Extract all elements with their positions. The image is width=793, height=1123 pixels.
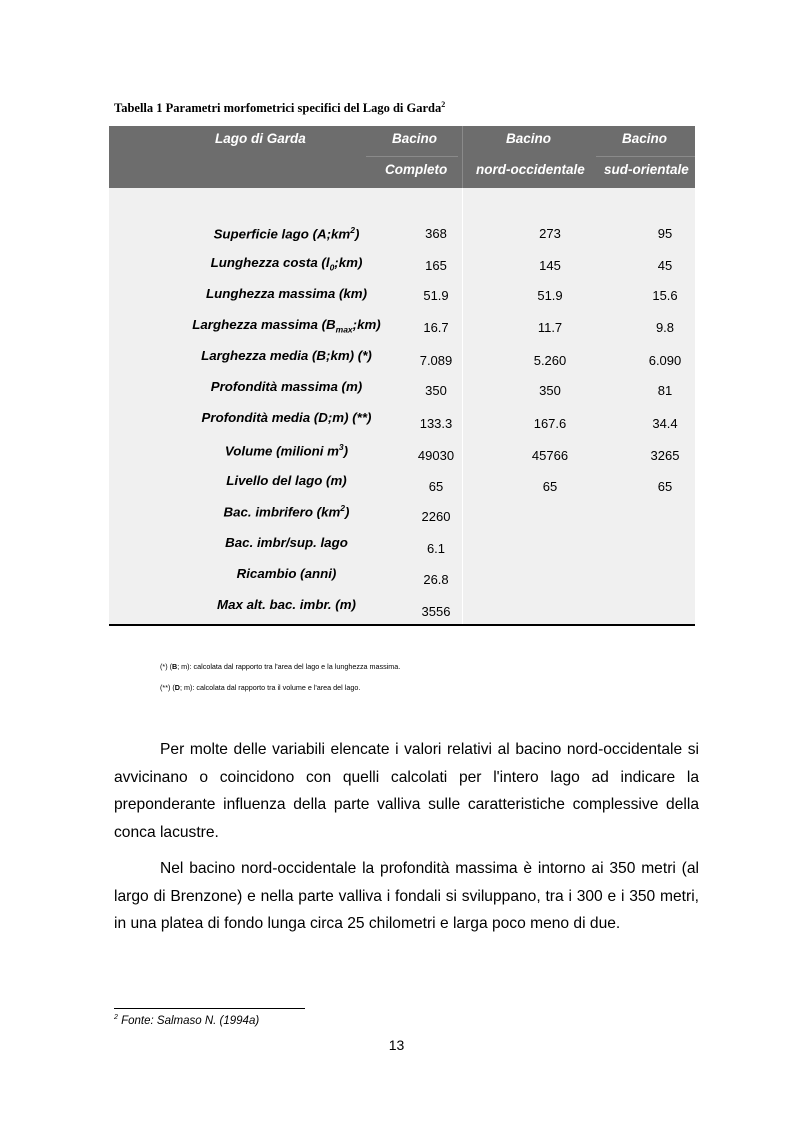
- cell-completo: 51.9: [423, 288, 449, 303]
- note2-prefix: (**) (: [160, 683, 175, 692]
- cell-sud-orientale: 9.8: [655, 320, 675, 335]
- table-row: [109, 410, 695, 430]
- cell-nord-occidentale: 145: [539, 258, 561, 273]
- header-nord-line2: nord-occidentale: [476, 162, 585, 177]
- footnote-text: Fonte: Salmaso N. (1994a): [117, 1014, 260, 1027]
- header-sud-line1: Bacino: [622, 131, 668, 146]
- row-label-suffix: ): [345, 504, 350, 520]
- header-rule-1: [366, 156, 458, 157]
- cell-sud-orientale: 34.4: [652, 416, 678, 431]
- row-label-suffix: ;km): [352, 317, 381, 332]
- cell-completo: 49030: [417, 448, 455, 463]
- row-label-text: Lunghezza massima (km): [205, 286, 368, 301]
- footnote-rule: [114, 1008, 305, 1009]
- note1-rest: ; m): calcolata dal rapporto tra l'area del lago e la lunghezza massima.: [177, 662, 401, 671]
- row-label-text: Profondità media (D;m) (**): [201, 410, 372, 425]
- footnote: [114, 1014, 259, 1027]
- cell-nord-occidentale: 51.9: [537, 288, 563, 303]
- cell-sud-orientale: 95: [657, 226, 673, 241]
- table-row: [109, 379, 695, 399]
- table-row: [109, 225, 695, 245]
- row-label-subscript: 0: [329, 262, 335, 273]
- cell-nord-occidentale: 45766: [531, 448, 569, 463]
- header-completo-line1: Bacino: [392, 131, 438, 146]
- table-bottom-rule: [109, 624, 695, 626]
- cell-sud-orientale: 6.090: [648, 353, 682, 368]
- row-label-text: Lunghezza costa (l: [210, 255, 330, 270]
- cell-completo: 16.7: [423, 320, 449, 335]
- table-row: [109, 473, 695, 493]
- cell-sud-orientale: 81: [657, 383, 673, 398]
- cell-completo: 165: [425, 258, 447, 273]
- header-divider: [462, 126, 463, 188]
- table-note-1: [160, 662, 400, 671]
- header-nord-line1: Bacino: [506, 131, 552, 146]
- table-row: [109, 442, 695, 462]
- cell-nord-occidentale: 11.7: [537, 320, 563, 335]
- row-label-text: Volume (milioni m: [224, 443, 339, 459]
- cell-completo: 6.1: [426, 541, 446, 556]
- row-label-text: Larghezza media (B;km) (*): [201, 348, 372, 363]
- header-sud-line2: sud-orientale: [604, 162, 689, 177]
- header-completo-line2: Completo: [385, 162, 448, 177]
- row-label-suffix: ): [343, 443, 349, 459]
- header-rule-3: [596, 156, 695, 157]
- row-label-superscript: 2: [340, 503, 346, 513]
- body-paragraph-2: Nel bacino nord-occidentale la profondità massima è intorno ai 350 metri (al largo di Brenzone) e nella parte valliva i fondali si sviluppano, tra i 300 e i 350 metri, in una platea di fondo lunga circa 25 chilometri e larga poco meno di due.: [114, 860, 699, 932]
- table-row: [109, 348, 695, 368]
- body-paragraph-1: Per molte delle variabili elencate i valori relativi al bacino nord-occidentale si avvicinano o coincidono con quelli calcolati per l'intero lago ad indicare la preponderante influenza della parte valliva sulle caratteristiche complessive della conca lacustre.: [114, 741, 699, 841]
- morphometric-table: [109, 126, 695, 624]
- table-caption: [114, 100, 445, 116]
- cell-sud-orientale: 3265: [650, 448, 680, 463]
- note2-bold: D: [174, 683, 180, 692]
- row-label-suffix: ): [355, 226, 360, 242]
- cell-completo: 3556: [421, 604, 451, 619]
- cell-completo: 368: [425, 226, 447, 241]
- cell-nord-occidentale: 5.260: [533, 353, 567, 368]
- cell-nord-occidentale: 167.6: [533, 416, 567, 431]
- table-row: [109, 317, 695, 337]
- note1-bold: B: [171, 662, 178, 671]
- row-label-suffix: ;km): [334, 255, 363, 270]
- caption-note-ref: 2: [441, 100, 446, 109]
- table-header: [109, 126, 695, 188]
- row-label-text: Bac. imbr/sup. lago: [225, 535, 348, 550]
- table-row: [109, 535, 695, 555]
- table-row: [109, 255, 695, 275]
- cell-sud-orientale: 45: [657, 258, 673, 273]
- table-row: [109, 503, 695, 523]
- cell-completo: 133.3: [419, 416, 453, 431]
- table-body: [109, 188, 695, 624]
- cell-completo: 65: [428, 479, 444, 494]
- cell-completo: 26.8: [423, 572, 449, 587]
- caption-text: Tabella 1 Parametri morfometrici specifici del Lago di Garda: [114, 101, 442, 116]
- header-lago: Lago di Garda: [215, 131, 306, 146]
- cell-completo: 7.089: [419, 353, 453, 368]
- footnote-mark: 2: [114, 1014, 118, 1021]
- note1-prefix: (*) (: [160, 662, 172, 671]
- row-label-text: Bac. imbrifero (km: [223, 504, 341, 520]
- table-row: [109, 286, 695, 306]
- cell-completo: 2260: [421, 509, 451, 524]
- page-number: 13: [388, 1037, 405, 1053]
- row-label-text: Max alt. bac. imbr. (m): [217, 597, 356, 612]
- cell-nord-occidentale: 273: [539, 226, 561, 241]
- cell-sud-orientale: 65: [657, 479, 673, 494]
- row-label-text: Ricambio (anni): [236, 566, 337, 581]
- note2-rest: ; m): calcolata dal rapporto tra il volume e l'area del lago.: [179, 683, 361, 692]
- body-divider: [462, 188, 463, 624]
- cell-nord-occidentale: 350: [539, 383, 561, 398]
- row-label-text: Superficie lago (A;km: [213, 226, 351, 242]
- cell-nord-occidentale: 65: [542, 479, 558, 494]
- cell-completo: 350: [425, 383, 447, 398]
- row-label-text: Livello del lago (m): [226, 473, 347, 488]
- row-label-superscript: 2: [350, 225, 355, 235]
- table-row: [109, 597, 695, 617]
- row-label-text: Profondità massima (m): [210, 379, 363, 394]
- table-note-2: [160, 683, 360, 692]
- cell-sud-orientale: 15.6: [652, 288, 678, 303]
- row-label-subscript: max: [335, 324, 353, 335]
- table-row: [109, 566, 695, 586]
- row-label-text: Larghezza massima (B: [192, 317, 336, 332]
- row-label-superscript: 3: [338, 442, 344, 452]
